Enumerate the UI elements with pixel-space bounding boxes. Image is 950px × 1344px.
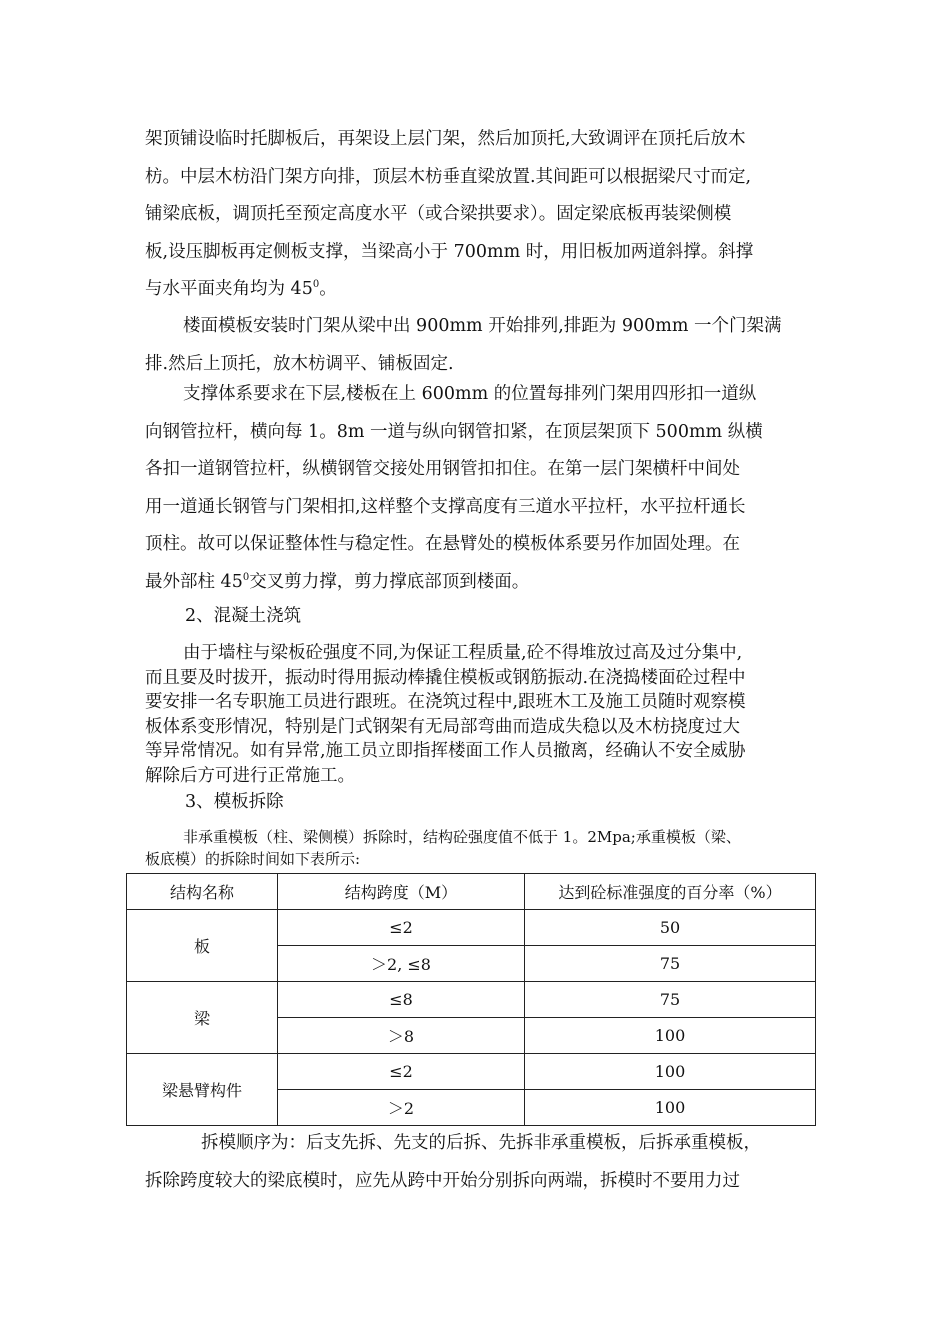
paragraph-removal-intro (145, 826, 810, 870)
table-cell-structure: 板 (127, 910, 278, 982)
table-cell-span: ≤2 (278, 1054, 525, 1090)
table-cell-span: ≤8 (278, 982, 525, 1018)
text-line: 解除后方可进行正常施工。 (145, 765, 355, 786)
text-line: 等异常情况。如有异常,施工员立即指挥楼面工作人员撤离，经确认不安全威胁 (145, 741, 746, 761)
text-line: 向钢管拉杆，横向每 1。8m 一道与纵向钢管扣紧，在顶层架顶下 500mm 纵横 (145, 421, 763, 442)
text-line: 架顶铺设临时托脚板后，再架设上层门架，然后加顶托,大致调评在顶托后放木 (145, 129, 746, 149)
table-header-cell: 结构跨度（M） (278, 874, 525, 910)
table-cell-span: ≤2 (278, 910, 525, 946)
text-line: 而且要及时拔开，振动时得用振动棒撬住模板或钢筋振动.在浇捣楼面砼过程中 (145, 667, 746, 688)
text-line: 要安排一名专职施工员进行跟班。在浇筑过程中,跟班木工及施工员随时观察模 (145, 692, 746, 712)
table-cell-span: ＞8 (278, 1018, 525, 1054)
text-line: 各扣一道钢管拉杆，纵横钢管交接处用钢管扣扣住。在第一层门架横杆中间处 (145, 459, 740, 479)
table-cell-structure: 梁 (127, 982, 278, 1054)
text-line (145, 271, 810, 309)
paragraph-concrete-pouring (145, 641, 810, 788)
text-line: 由于墙柱与梁板砼强度不同,为保证工程质量,砼不得堆放过高及过分集中, (183, 643, 743, 663)
text-line: 用一道通长钢管与门架相扣,这样整个支撑高度有三道水平拉杆，水平拉杆通长 (145, 496, 746, 517)
table-cell-span: ＞2, ≤8 (278, 946, 525, 982)
table-row (127, 910, 816, 946)
table-cell-structure: 梁悬臂构件 (127, 1054, 278, 1126)
text-line: 铺梁底板，调顶托至预定高度水平（或合梁拱要求）。固定梁底板再装梁侧模 (145, 204, 732, 224)
section-heading-removal: 3、模板拆除 (185, 792, 284, 812)
table-cell-span: ＞2 (278, 1090, 525, 1126)
text-span: 最外部柱 45 (145, 571, 243, 592)
table-cell-percent: 100 (525, 1018, 816, 1054)
table-header-cell: 结构名称 (127, 874, 278, 910)
table-cell-percent: 50 (525, 910, 816, 946)
superscript: 0 (312, 279, 320, 291)
paragraph-formwork-beam (145, 121, 810, 309)
text-line: 拆除跨度较大的梁底模时，应先从跨中开始分别拆向两端，拆模时不要用力过 (145, 1170, 740, 1191)
text-line: 楼面模板安装时门架从梁中出 900mm 开始排列,排距为 900mm 一个门架满 (183, 316, 782, 336)
removal-strength-table (126, 873, 816, 1126)
table-row (127, 1054, 816, 1090)
text-line: 板,设压脚板再定侧板支撑，当梁高小于 700mm 时，用旧板加两道斜撑。斜撑 (145, 241, 754, 262)
section-heading-concrete: 2、混凝土浇筑 (185, 606, 302, 626)
text-line: 顶柱。故可以保证整体性与稳定性。在悬臂处的模板体系要另作加固处理。在 (145, 534, 740, 554)
paragraph-removal-order (145, 1125, 810, 1200)
text-span: 交叉剪力撑，剪力撑底部顶到楼面。 (249, 571, 530, 592)
text-line: 支撑体系要求在下层,楼板在上 600mm 的位置每排列门架用四形扣一道纵 (183, 384, 757, 404)
text-line (145, 564, 810, 602)
table-row (127, 982, 816, 1018)
text-line: 非承重模板（柱、梁侧模）拆除时，结构砼强度值不低于 1。2Mpa;承重模板（梁、 (183, 828, 741, 846)
table-cell-percent: 75 (525, 946, 816, 982)
table-header-row (127, 874, 816, 910)
text-span: 。 (319, 279, 337, 299)
text-line: 枋。中层木枋沿门架方向排，顶层木枋垂直梁放置.其间距可以根据梁尺寸而定, (145, 166, 752, 187)
superscript: 0 (242, 571, 250, 583)
table-cell-percent: 100 (525, 1090, 816, 1126)
table-header-cell: 达到砼标准强度的百分率（%） (525, 874, 816, 910)
paragraph-support-system (145, 376, 810, 601)
text-span: 与水平面夹角均为 45 (145, 279, 313, 299)
text-line: 排.然后上顶托，放木枋调平、铺板固定. (145, 353, 454, 374)
text-line: 板体系变形情况，特别是门式钢架有无局部弯曲而造成失稳以及木枋挠度过大 (145, 716, 740, 737)
table-cell-percent: 75 (525, 982, 816, 1018)
text-line: 板底模）的拆除时间如下表所示: (145, 850, 361, 868)
table-cell-percent: 100 (525, 1054, 816, 1090)
text-line: 拆模顺序为：后支先拆、先支的后拆、先拆非承重模板，后拆承重模板， (201, 1133, 761, 1153)
paragraph-floor-formwork (145, 308, 810, 383)
